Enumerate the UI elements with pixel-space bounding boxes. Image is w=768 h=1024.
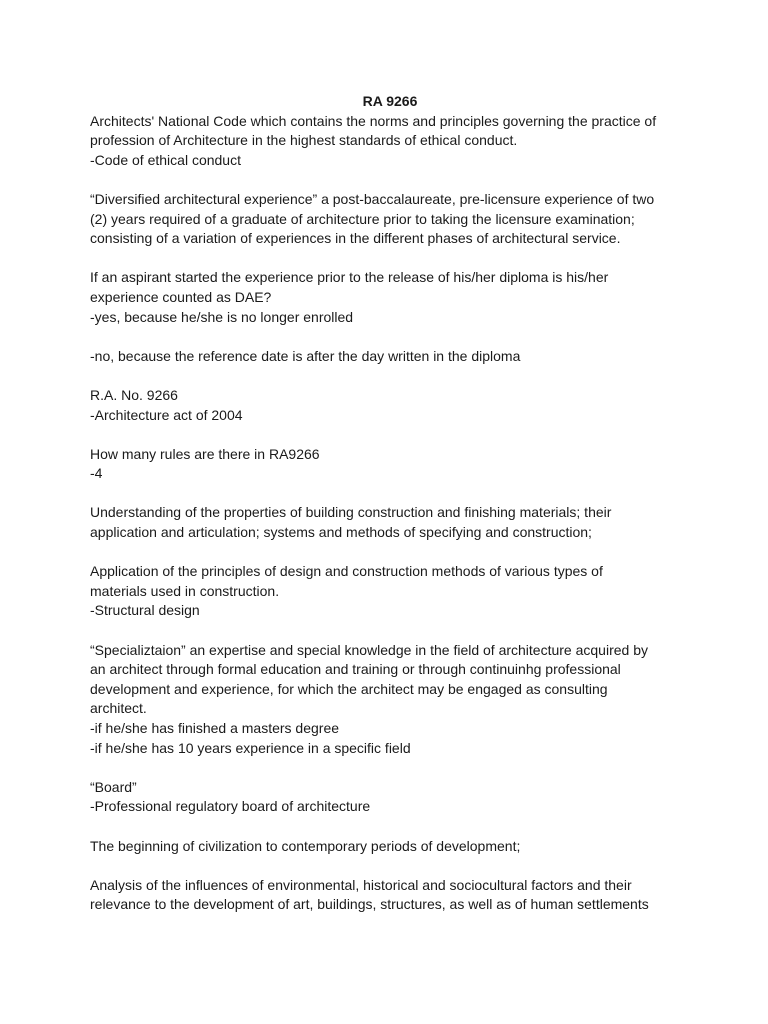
blank-line — [90, 425, 690, 445]
text-line: -Architecture act of 2004 — [90, 406, 243, 423]
blank-line — [90, 249, 690, 269]
document-title: RA 9266 — [362, 93, 418, 109]
text-line: Analysis of the influences of environmental, historical and sociocultural factors and their — [90, 876, 632, 893]
blank-line — [90, 543, 690, 563]
blank-line — [90, 170, 690, 190]
text-line: How many rules are there in RA9266 — [90, 445, 320, 462]
text-line: relevance to the development of art, buildings, structures, as well as of human settlements — [90, 896, 649, 913]
text-line: Architects' National Code which contains the norms and principles governing the practice of — [90, 112, 657, 129]
document-body — [90, 92, 690, 915]
text-line: If an aspirant started the experience prior to the release of his/her diploma is his/her — [90, 269, 609, 286]
text-line: profession of Architecture in the highest standards of ethical conduct. — [90, 132, 518, 149]
text-line: experience counted as DAE? — [90, 288, 272, 305]
text-line: -Structural design — [90, 602, 200, 619]
text-line: consisting of a variation of experiences in the different phases of architectural service. — [90, 230, 621, 247]
text-line: -no, because the reference date is after the day written in the diploma — [90, 347, 521, 364]
text-line: Application of the principles of design and construction methods of various types of — [90, 563, 603, 580]
blank-line — [90, 366, 690, 386]
blank-line — [90, 817, 690, 837]
text-line: “Specializtaion” an expertise and special knowledge in the field of architecture acquired by — [90, 641, 648, 658]
text-line: “Board” — [90, 778, 137, 795]
blank-line — [90, 621, 690, 641]
text-line: The beginning of civilization to contemporary periods of development; — [90, 837, 521, 854]
text-line: (2) years required of a graduate of architecture prior to taking the licensure examination; — [90, 210, 635, 227]
text-line: an architect through formal education and training or through continuinhg professional — [90, 661, 621, 678]
text-line: Understanding of the properties of building construction and finishing materials; their — [90, 504, 612, 521]
text-line: development and experience, for which the architect may be engaged as consulting — [90, 680, 608, 697]
text-line: architect. — [90, 700, 147, 717]
text-line: -Professional regulatory board of architecture — [90, 798, 371, 815]
text-line: “Diversified architectural experience” a post-baccalaureate, pre-licensure experience of two — [90, 190, 655, 207]
blank-line — [90, 758, 690, 778]
text-line: -yes, because he/she is no longer enrolled — [90, 308, 354, 325]
blank-line — [90, 327, 690, 347]
blank-line — [90, 484, 690, 504]
text-line: -Code of ethical conduct — [90, 151, 241, 168]
text-line: -4 — [90, 465, 103, 482]
text-line: -if he/she has finished a masters degree — [90, 720, 340, 736]
text-line: R.A. No. 9266 — [90, 386, 178, 403]
text-line: -if he/she has 10 years experience in a specific field — [90, 739, 411, 756]
text-line: materials used in construction. — [90, 582, 280, 599]
text-line: application and articulation; systems and methods of specifying and construction; — [90, 524, 592, 541]
document-lines — [90, 112, 690, 915]
blank-line — [90, 856, 690, 876]
